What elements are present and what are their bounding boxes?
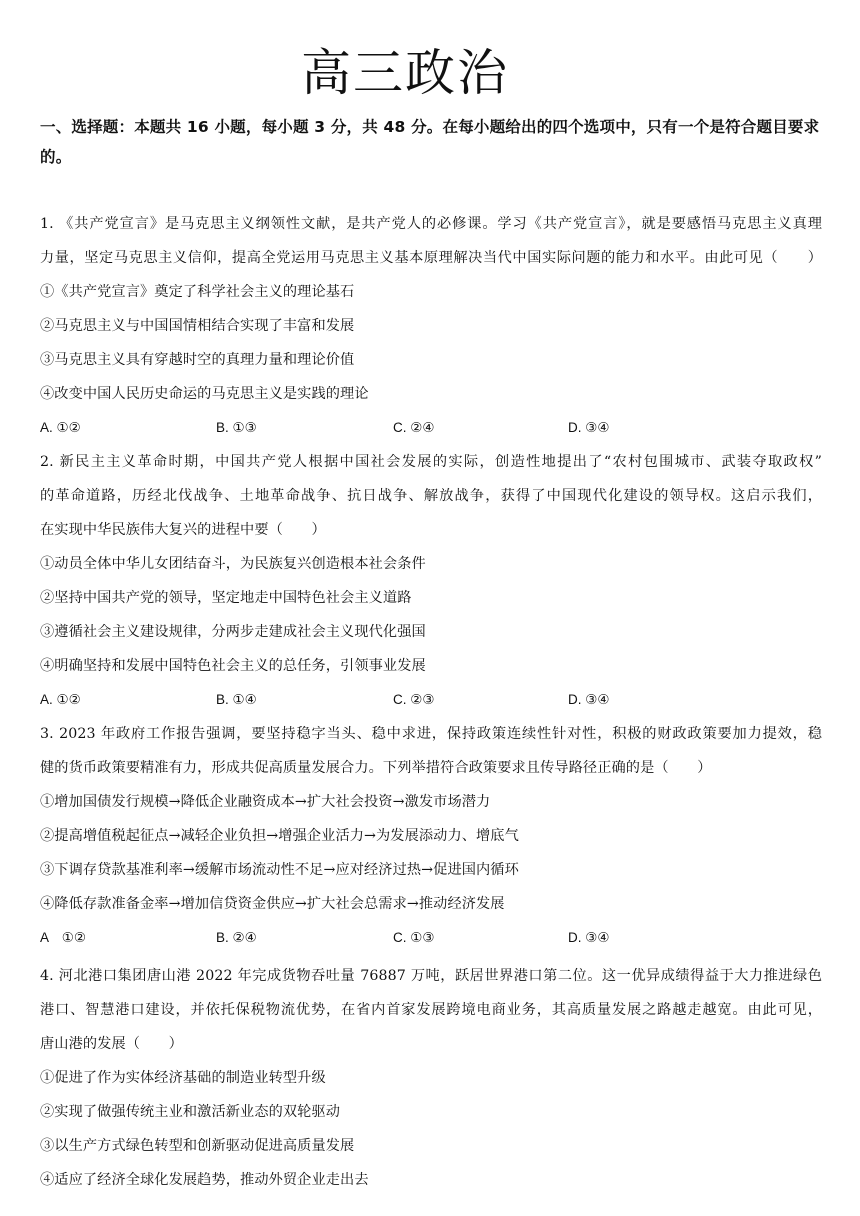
option-a[interactable]: A. ①② (40, 692, 81, 707)
question-3-stem-line-1: 3. 2023 年政府工作报告强调，要坚持稳字当头、稳中求进，保持政策连续性针对性，积极的财政政策要加力提效，稳 (40, 726, 822, 742)
option-c[interactable]: C. ②③ (393, 692, 435, 707)
question-4-stem-line-1: 4. 河北港口集团唐山港 2022 年完成货物吞吐量 76887 万吨，跃居世界港口第二位。这一优异成绩得益于大力推进绿色 (40, 968, 822, 984)
question-2-item-4: ④明确坚持和发展中国特色社会主义的总任务，引领事业发展 (40, 658, 426, 674)
question-2-stem-line-1: 2. 新民主主义革命时期，中国共产党人根据中国社会发展的实际，创造性地提出了“农村包围城市、武装夺取政权” (40, 454, 822, 470)
question-4-item-3: ③以生产方式绿色转型和创新驱动促进高质量发展 (40, 1138, 355, 1154)
question-1-item-2: ②马克思主义与中国国情相结合实现了丰富和发展 (40, 318, 355, 334)
option-b[interactable]: B. ①③ (216, 420, 257, 435)
option-a[interactable]: A. ①② (40, 420, 81, 435)
option-a[interactable]: A ①② (40, 930, 86, 945)
question-4-stem-line-3: 唐山港的发展（ ） (40, 1036, 183, 1052)
question-3-stem-line-2: 健的货币政策要精准有力，形成共促高质量发展合力。下列举措符合政策要求且传导路径正确的是（ ） (40, 760, 712, 776)
question-2-item-2: ②坚持中国共产党的领导，坚定地走中国特色社会主义道路 (40, 590, 412, 606)
question-3-options (40, 927, 822, 949)
option-b[interactable]: B. ①④ (216, 692, 257, 707)
question-3-item-3: ③下调存贷款基准利率→缓解市场流动性不足→应对经济过热→促进国内循环 (40, 862, 519, 878)
question-4-item-1: ①促进了作为实体经济基础的制造业转型升级 (40, 1070, 326, 1086)
question-1-item-4: ④改变中国人民历史命运的马克思主义是实践的理论 (40, 386, 369, 402)
question-2-item-1: ①动员全体中华儿女团结奋斗，为民族复兴创造根本社会条件 (40, 556, 426, 572)
option-b[interactable]: B. ②④ (216, 930, 257, 945)
page-title: 高三政治 (301, 44, 509, 102)
question-4-stem-line-2: 港口、智慧港口建设，并依托保税物流优势，在省内首家发展跨境电商业务，其高质量发展之路越走越宽。由此可见， (40, 1002, 822, 1018)
question-4-item-2: ②实现了做强传统主业和激活新业态的双轮驱动 (40, 1104, 341, 1120)
option-d[interactable]: D. ③④ (568, 692, 610, 707)
option-d[interactable]: D. ③④ (568, 930, 610, 945)
question-3-item-1: ①增加国债发行规模→降低企业融资成本→扩大社会投资→激发市场潜力 (40, 794, 491, 810)
question-1-stem-line-1: 1. 《共产党宣言》是马克思主义纲领性文献，是共产党人的必修课。学习《共产党宣言》，就是要感悟马克思主义真理 (40, 216, 822, 232)
question-2-stem-line-3: 在实现中华民族伟大复兴的进程中要（ ） (40, 522, 326, 538)
option-c[interactable]: C. ①③ (393, 930, 435, 945)
question-2-stem-line-2: 的革命道路，历经北伐战争、土地革命战争、抗日战争、解放战争，获得了中国现代化建设的领导权。这启示我们， (40, 488, 822, 504)
question-3-item-4: ④降低存款准备金率→增加信贷资金供应→扩大社会总需求→推动经济发展 (40, 896, 505, 912)
question-2-item-3: ③遵循社会主义建设规律，分两步走建成社会主义现代化强国 (40, 624, 426, 640)
question-4-item-4: ④适应了经济全球化发展趋势，推动外贸企业走出去 (40, 1172, 369, 1188)
option-c[interactable]: C. ②④ (393, 420, 435, 435)
question-2-options (40, 689, 822, 711)
option-d[interactable]: D. ③④ (568, 420, 610, 435)
question-1-stem-line-2: 力量，坚定马克思主义信仰，提高全党运用马克思主义基本原理解决当代中国实际问题的能力和水平。由此可见（ ） (40, 250, 822, 266)
section-heading: 一、选择题：本题共 16 小题，每小题 3 分，共 48 分。在每小题给出的四个选项中，只有一个是符合题目要求的。 (40, 118, 820, 166)
question-1-item-3: ③马克思主义具有穿越时空的真理力量和理论价值 (40, 352, 355, 368)
question-1-options (40, 417, 822, 439)
question-3-item-2: ②提高增值税起征点→减轻企业负担→增强企业活力→为发展添动力、增底气 (40, 828, 519, 844)
question-1-item-1: ①《共产党宣言》奠定了科学社会主义的理论基石 (40, 284, 355, 300)
